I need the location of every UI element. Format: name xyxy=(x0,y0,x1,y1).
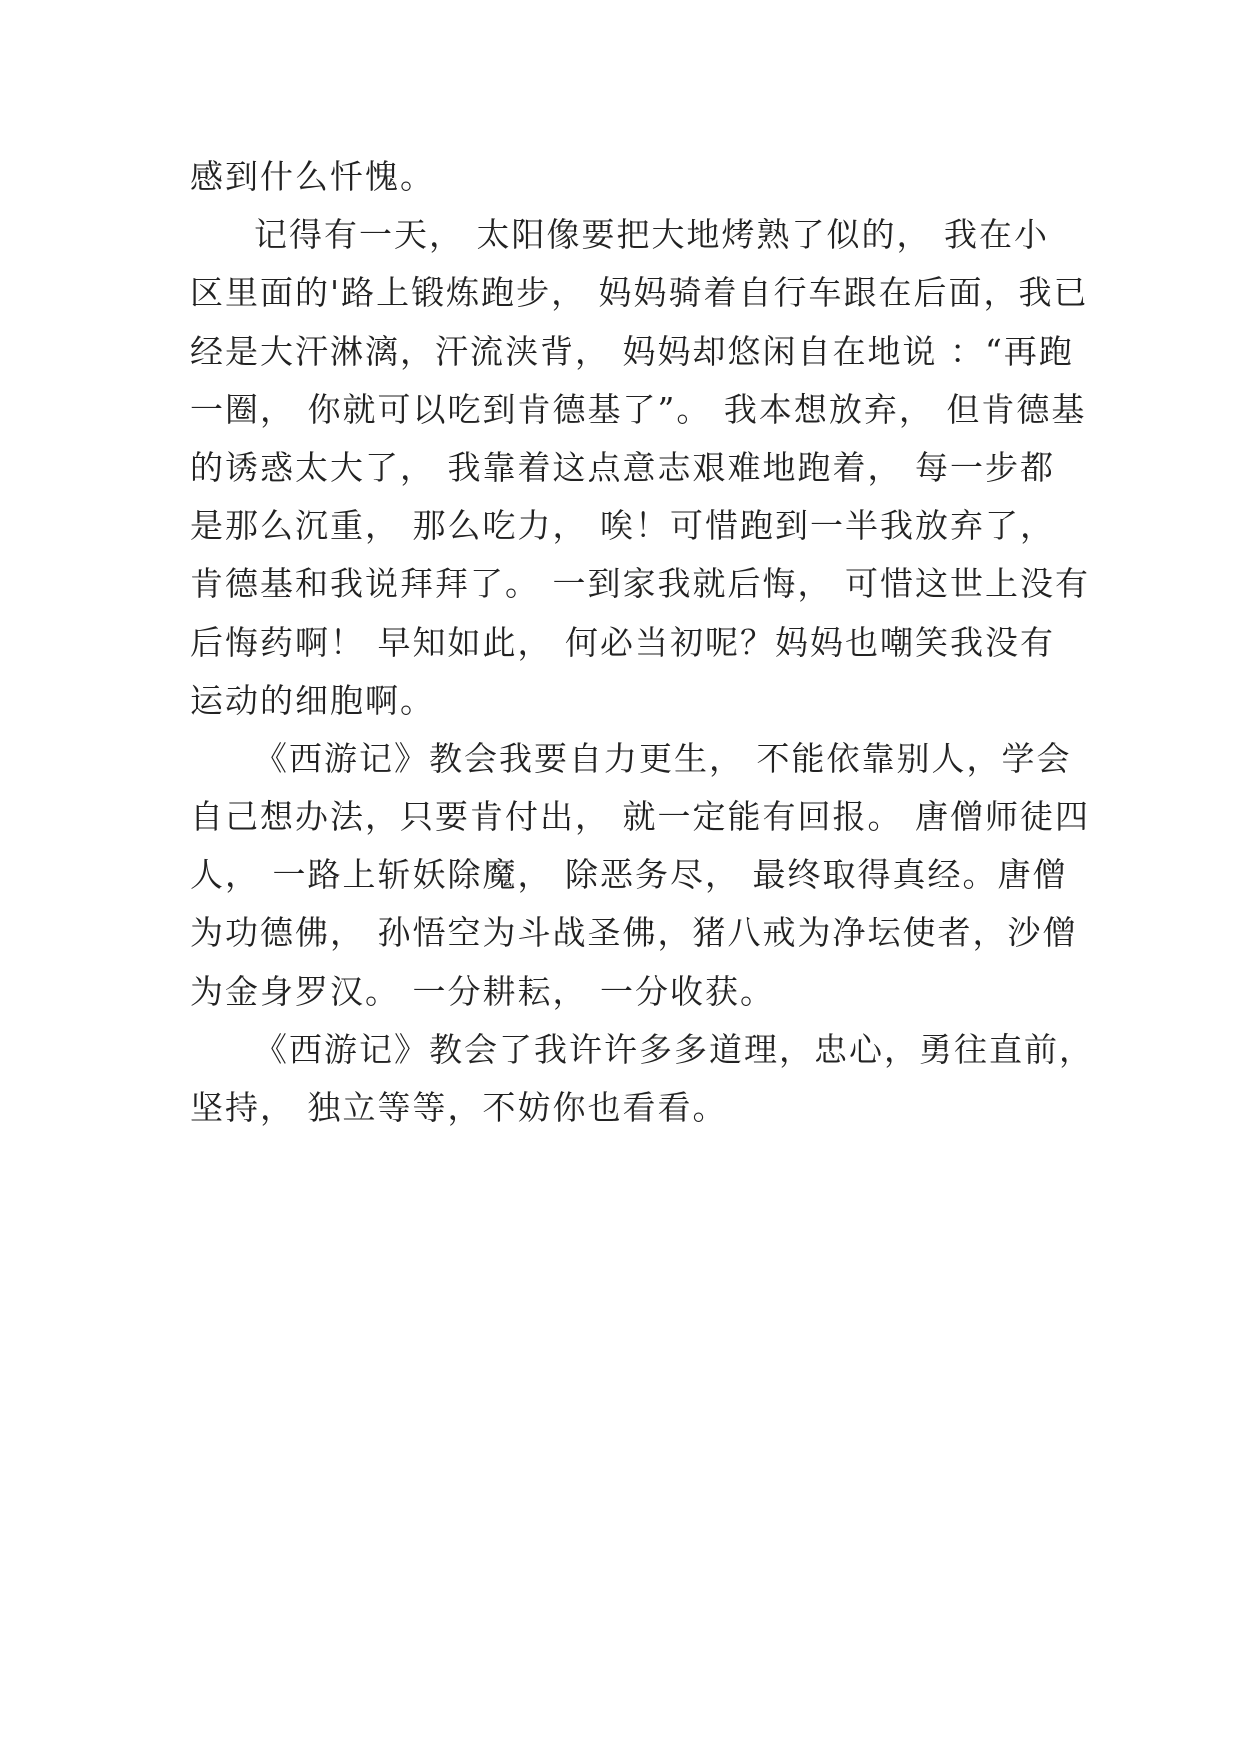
text-line: 经是大汗淋漓，汗流浃背， 妈妈却悠闲自在地说 ：“再跑 xyxy=(190,331,1074,371)
text-line: 是那么沉重， 那么吃力， 唉！可惜跑到一半我放弃了， xyxy=(190,506,1055,546)
paragraph-start-line: 《西游记》教会我要自力更生， 不能依靠别人，学会 xyxy=(254,738,1072,778)
text-line: 一圈， 你就可以吃到肯德基了”。 我本想放弃， 但肯德基 xyxy=(190,389,1087,429)
text-line: 坚持， 独立等等，不妨你也看看。 xyxy=(190,1088,728,1127)
text-line: 区里面的'路上锻炼跑步， 妈妈骑着自行车跟在后面，我已 xyxy=(190,273,1089,313)
text-line: 为功德佛， 孙悟空为斗战圣佛，猪八戒为净坛使者，沙僧 xyxy=(190,913,1078,953)
text-line: 后悔药啊！ 早知如此， 何必当初呢？妈妈也嘲笑我没有 xyxy=(190,622,1055,662)
text-line: 肯德基和我说拜拜了。 一到家我就后悔， 可惜这世上没有 xyxy=(190,564,1090,604)
document-body xyxy=(190,148,1094,1137)
text-line: 的诱惑太大了， 我靠着这点意志艰难地跑着， 每一步都 xyxy=(190,447,1055,487)
paragraph-start-line: 记得有一天， 太阳像要把大地烤熟了似的， 我在小 xyxy=(254,215,1049,255)
text-line: 人， 一路上斩妖除魔， 除恶务尽， 最终取得真经。唐僧 xyxy=(190,855,1068,895)
paragraph-start-line: 《西游记》教会了我许许多多道理，忠心，勇往直前， xyxy=(254,1029,1094,1069)
text-line: 感到什么忏愧。 xyxy=(190,157,435,196)
text-line: 为金身罗汉。 一分耕耘， 一分收获。 xyxy=(190,971,775,1011)
text-line: 运动的细胞啊。 xyxy=(190,680,435,720)
text-line: 自己想办法，只要肯付出， 就一定能有回报。 唐僧师徒四 xyxy=(190,797,1090,837)
